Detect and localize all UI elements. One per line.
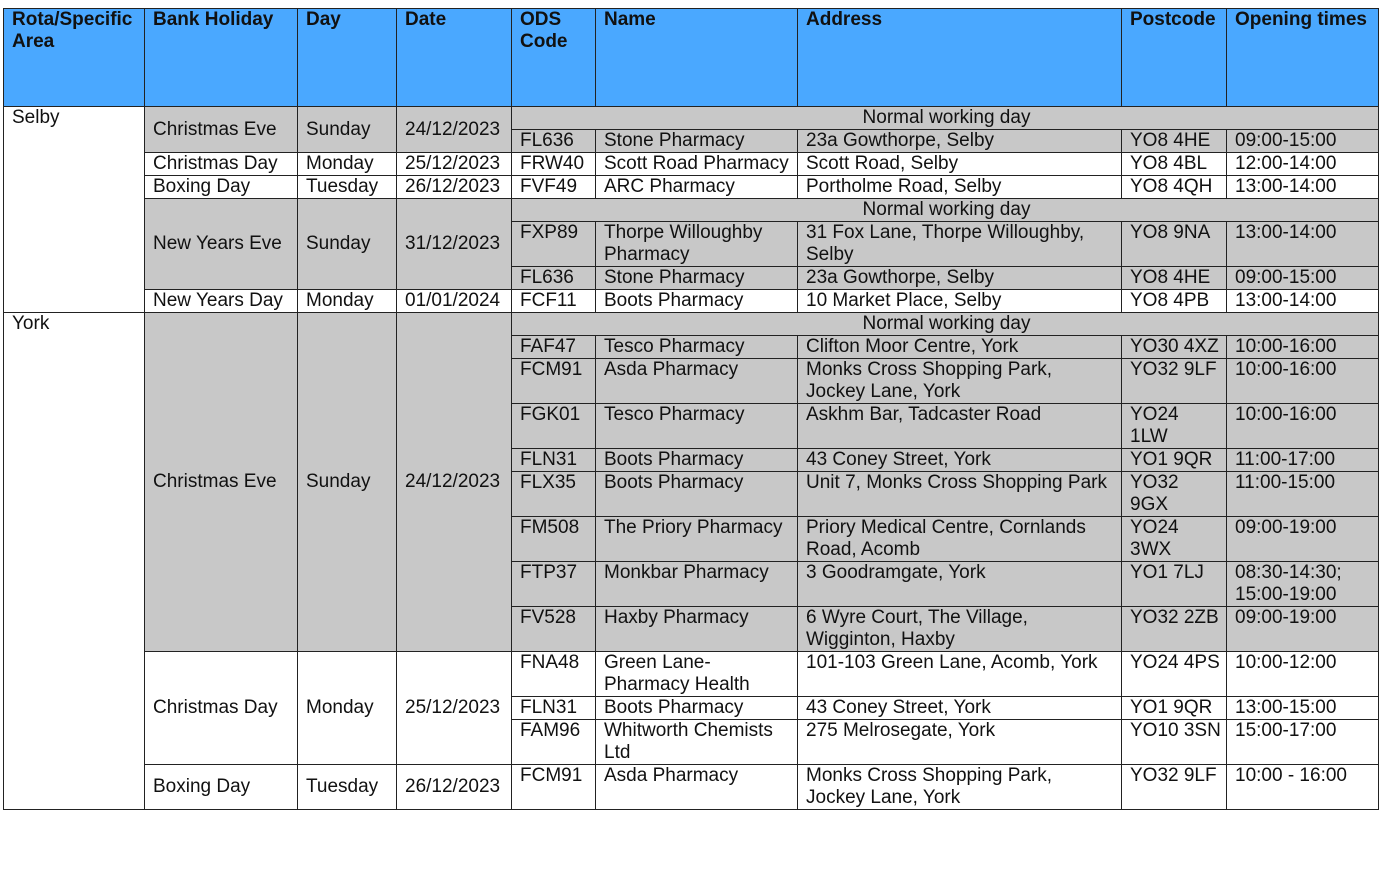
address-cell: 3 Goodramgate, York — [798, 562, 1122, 607]
ods-code-cell: FL636 — [512, 130, 596, 153]
day-cell: Tuesday — [298, 765, 397, 810]
date-cell: 25/12/2023 — [397, 153, 512, 176]
address-cell: 10 Market Place, Selby — [798, 290, 1122, 313]
postcode-cell: YO8 4PB — [1122, 290, 1227, 313]
postcode-cell: YO32 9LF — [1122, 765, 1227, 810]
address-cell: 101-103 Green Lane, Acomb, York — [798, 652, 1122, 697]
bank-holiday-cell: Christmas Eve — [145, 313, 298, 652]
date-cell: 31/12/2023 — [397, 199, 512, 290]
ods-code-cell: FCF11 — [512, 290, 596, 313]
opening-times-cell: 09:00-19:00 — [1227, 607, 1379, 652]
opening-times-cell: 15:00-17:00 — [1227, 720, 1379, 765]
header-name: Name — [596, 9, 798, 107]
address-cell: 23a Gowthorpe, Selby — [798, 130, 1122, 153]
normal-working-day-label: Normal working day — [512, 107, 1379, 130]
area-label: York — [12, 313, 50, 334]
address-cell: Unit 7, Monks Cross Shopping Park — [798, 472, 1122, 517]
pharmacy-name-cell: Stone Pharmacy — [596, 130, 798, 153]
pharmacy-name-cell: Boots Pharmacy — [596, 449, 798, 472]
ods-code-cell: FV528 — [512, 607, 596, 652]
opening-times-cell: 10:00-12:00 — [1227, 652, 1379, 697]
pharmacy-name-cell: Whitworth Chemists Ltd — [596, 720, 798, 765]
postcode-cell: YO24 4PS — [1122, 652, 1227, 697]
date-cell: 24/12/2023 — [397, 107, 512, 153]
pharmacy-name-cell: Boots Pharmacy — [596, 472, 798, 517]
bank-holiday-cell: Christmas Day — [145, 652, 298, 765]
pharmacy-name-cell: Monkbar Pharmacy — [596, 562, 798, 607]
bank-holiday-cell: Boxing Day — [145, 176, 298, 199]
date-cell: 24/12/2023 — [397, 313, 512, 652]
pharmacy-name-cell: Scott Road Pharmacy — [596, 153, 798, 176]
header-row — [4, 9, 1379, 107]
postcode-cell: YO24 1LW — [1122, 404, 1227, 449]
ods-code-cell: FNA48 — [512, 652, 596, 697]
header-ods-code: ODS Code — [512, 9, 596, 107]
postcode-cell: YO8 4QH — [1122, 176, 1227, 199]
ods-code-cell: FCM91 — [512, 359, 596, 404]
address-cell: 23a Gowthorpe, Selby — [798, 267, 1122, 290]
postcode-cell: YO8 9NA — [1122, 222, 1227, 267]
opening-times-cell: 10:00-16:00 — [1227, 404, 1379, 449]
header-postcode: Postcode — [1122, 9, 1227, 107]
bank-holiday-cell: Christmas Day — [145, 153, 298, 176]
address-cell: 31 Fox Lane, Thorpe Willoughby, Selby — [798, 222, 1122, 267]
opening-times-cell: 08:30-14:30; 15:00-19:00 — [1227, 562, 1379, 607]
ods-code-cell: FLN31 — [512, 697, 596, 720]
pharmacy-name-cell: Stone Pharmacy — [596, 267, 798, 290]
ods-code-cell: FCM91 — [512, 765, 596, 810]
postcode-cell: YO24 3WX — [1122, 517, 1227, 562]
header-address: Address — [798, 9, 1122, 107]
pharmacy-name-cell: Tesco Pharmacy — [596, 404, 798, 449]
address-cell: Askhm Bar, Tadcaster Road — [798, 404, 1122, 449]
address-cell: Monks Cross Shopping Park, Jockey Lane, York — [798, 359, 1122, 404]
postcode-cell: YO32 9LF — [1122, 359, 1227, 404]
day-cell: Sunday — [298, 107, 397, 153]
pharmacy-row — [4, 153, 1379, 176]
opening-times-cell: 11:00-17:00 — [1227, 449, 1379, 472]
day-cell: Monday — [298, 290, 397, 313]
postcode-cell: YO32 2ZB — [1122, 607, 1227, 652]
opening-times-cell: 09:00-15:00 — [1227, 130, 1379, 153]
ods-code-cell: FM508 — [512, 517, 596, 562]
opening-times-cell: 13:00-14:00 — [1227, 290, 1379, 313]
pharmacy-name-cell: Haxby Pharmacy — [596, 607, 798, 652]
address-cell: 6 Wyre Court, The Village, Wigginton, Haxby — [798, 607, 1122, 652]
pharmacy-row — [4, 290, 1379, 313]
pharmacy-row — [4, 176, 1379, 199]
day-cell: Monday — [298, 153, 397, 176]
bank-holiday-cell: New Years Day — [145, 290, 298, 313]
bank-holiday-cell: New Years Eve — [145, 199, 298, 290]
normal-working-day-row — [4, 199, 1379, 222]
day-cell: Tuesday — [298, 176, 397, 199]
ods-code-cell: FLX35 — [512, 472, 596, 517]
date-cell: 26/12/2023 — [397, 176, 512, 199]
opening-times-cell: 12:00-14:00 — [1227, 153, 1379, 176]
day-cell: Monday — [298, 652, 397, 765]
opening-times-cell: 09:00-15:00 — [1227, 267, 1379, 290]
postcode-cell: YO1 9QR — [1122, 449, 1227, 472]
header-bank-holiday: Bank Holiday — [145, 9, 298, 107]
pharmacy-rota-table — [3, 8, 1379, 810]
opening-times-cell: 10:00-16:00 — [1227, 336, 1379, 359]
pharmacy-row — [4, 652, 1379, 697]
opening-times-cell: 13:00-15:00 — [1227, 697, 1379, 720]
normal-working-day-label: Normal working day — [512, 199, 1379, 222]
ods-code-cell: FAM96 — [512, 720, 596, 765]
opening-times-cell: 10:00 - 16:00 — [1227, 765, 1379, 810]
pharmacy-name-cell: Boots Pharmacy — [596, 697, 798, 720]
bank-holiday-cell: Christmas Eve — [145, 107, 298, 153]
ods-code-cell: FRW40 — [512, 153, 596, 176]
day-cell: Sunday — [298, 313, 397, 652]
date-cell: 01/01/2024 — [397, 290, 512, 313]
pharmacy-row — [4, 765, 1379, 810]
pharmacy-name-cell: Boots Pharmacy — [596, 290, 798, 313]
postcode-cell: YO8 4HE — [1122, 130, 1227, 153]
pharmacy-name-cell: Asda Pharmacy — [596, 765, 798, 810]
ods-code-cell: FAF47 — [512, 336, 596, 359]
pharmacy-name-cell: The Priory Pharmacy — [596, 517, 798, 562]
pharmacy-name-cell: Green Lane- Pharmacy Health — [596, 652, 798, 697]
header-area: Rota/Specific Area — [4, 9, 145, 107]
ods-code-cell: FL636 — [512, 267, 596, 290]
ods-code-cell: FGK01 — [512, 404, 596, 449]
postcode-cell: YO32 9GX — [1122, 472, 1227, 517]
ods-code-cell: FVF49 — [512, 176, 596, 199]
address-cell: Portholme Road, Selby — [798, 176, 1122, 199]
address-cell: 43 Coney Street, York — [798, 449, 1122, 472]
address-cell: Scott Road, Selby — [798, 153, 1122, 176]
area-cell — [4, 313, 145, 810]
postcode-cell: YO8 4BL — [1122, 153, 1227, 176]
address-cell: Priory Medical Centre, Cornlands Road, Acomb — [798, 517, 1122, 562]
address-cell: 275 Melrosegate, York — [798, 720, 1122, 765]
rota-body — [4, 107, 1379, 810]
pharmacy-name-cell: Tesco Pharmacy — [596, 336, 798, 359]
header-date: Date — [397, 9, 512, 107]
postcode-cell: YO1 7LJ — [1122, 562, 1227, 607]
postcode-cell: YO1 9QR — [1122, 697, 1227, 720]
normal-working-day-row — [4, 313, 1379, 336]
header-day: Day — [298, 9, 397, 107]
header-opening-times: Opening times — [1227, 9, 1379, 107]
postcode-cell: YO10 3SN — [1122, 720, 1227, 765]
normal-working-day-label: Normal working day — [512, 313, 1379, 336]
opening-times-cell: 11:00-15:00 — [1227, 472, 1379, 517]
pharmacy-name-cell: ARC Pharmacy — [596, 176, 798, 199]
opening-times-cell: 09:00-19:00 — [1227, 517, 1379, 562]
date-cell: 26/12/2023 — [397, 765, 512, 810]
pharmacy-name-cell: Thorpe Willoughby Pharmacy — [596, 222, 798, 267]
ods-code-cell: FTP37 — [512, 562, 596, 607]
address-cell: Clifton Moor Centre, York — [798, 336, 1122, 359]
address-cell: 43 Coney Street, York — [798, 697, 1122, 720]
day-cell: Sunday — [298, 199, 397, 290]
opening-times-cell: 13:00-14:00 — [1227, 222, 1379, 267]
opening-times-cell: 10:00-16:00 — [1227, 359, 1379, 404]
date-cell: 25/12/2023 — [397, 652, 512, 765]
normal-working-day-row — [4, 107, 1379, 130]
postcode-cell: YO30 4XZ — [1122, 336, 1227, 359]
pharmacy-name-cell: Asda Pharmacy — [596, 359, 798, 404]
ods-code-cell: FLN31 — [512, 449, 596, 472]
area-cell — [4, 107, 145, 313]
area-label: Selby — [12, 107, 60, 128]
ods-code-cell: FXP89 — [512, 222, 596, 267]
bank-holiday-cell: Boxing Day — [145, 765, 298, 810]
opening-times-cell: 13:00-14:00 — [1227, 176, 1379, 199]
address-cell: Monks Cross Shopping Park, Jockey Lane, York — [798, 765, 1122, 810]
postcode-cell: YO8 4HE — [1122, 267, 1227, 290]
